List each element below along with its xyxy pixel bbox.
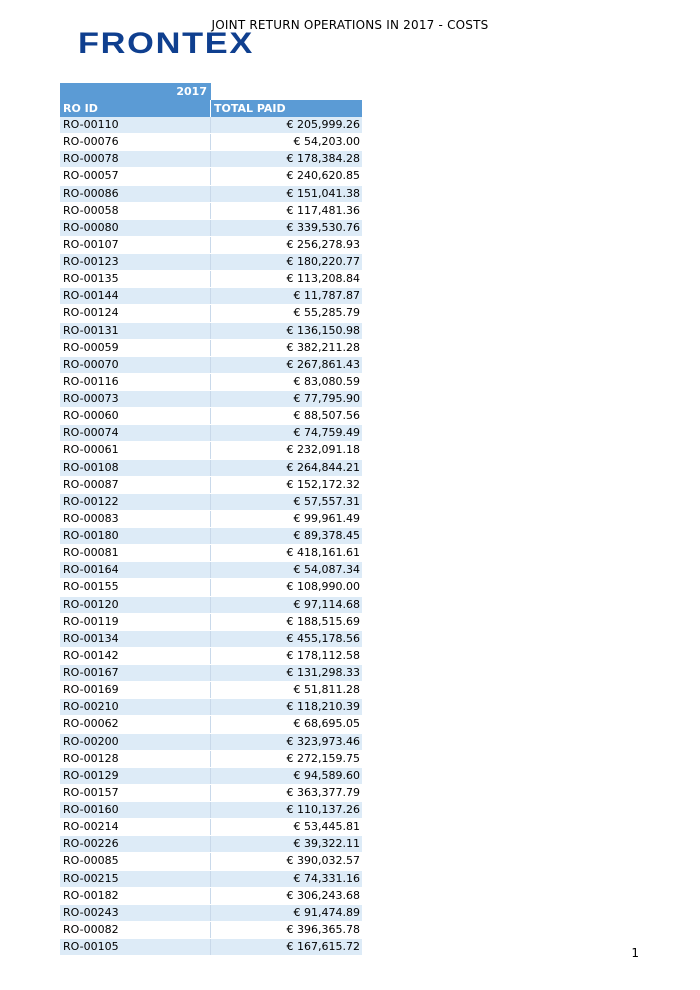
total-paid-cell: € 256,278.93 (286, 237, 360, 251)
table-row (60, 579, 362, 596)
total-paid-cell: € 53,445.81 (293, 820, 360, 834)
table-row (60, 631, 362, 648)
table-row (60, 151, 362, 168)
table-row (60, 511, 362, 528)
ro-id-cell: RO-00215 (60, 871, 211, 887)
ro-id-cell: RO-00058 (60, 203, 211, 219)
table-row (60, 768, 362, 785)
total-paid-cell: € 306,243.68 (286, 888, 360, 902)
table-row (60, 442, 362, 459)
ro-id-cell: RO-00076 (60, 134, 211, 150)
table-row (60, 254, 362, 271)
ro-id-cell: RO-00082 (60, 922, 211, 938)
svg-text:FRONTEX: FRONTEX (78, 28, 255, 56)
frontex-logo-mark (78, 28, 256, 56)
ro-id-cell: RO-00122 (60, 494, 211, 510)
ro-id-cell: RO-00074 (60, 425, 211, 441)
ro-id-cell: RO-00060 (60, 408, 211, 424)
table-row (60, 905, 362, 922)
total-paid-cell: € 51,811.28 (293, 683, 360, 697)
ro-id-cell: RO-00135 (60, 271, 211, 287)
ro-id-cell: RO-00073 (60, 391, 211, 407)
ro-id-cell: RO-00120 (60, 597, 211, 613)
total-paid-cell: € 151,041.38 (286, 186, 360, 200)
total-paid-cell: € 74,759.49 (293, 426, 360, 440)
table-row (60, 665, 362, 682)
table-row (60, 528, 362, 545)
table-row (60, 871, 362, 888)
table-row (60, 682, 362, 699)
frontex-logo (78, 28, 256, 56)
table-row (60, 939, 362, 956)
total-paid-cell: € 455,178.56 (286, 631, 360, 645)
ro-id-cell: RO-00062 (60, 716, 211, 732)
table-row (60, 699, 362, 716)
ro-id-cell: RO-00081 (60, 545, 211, 561)
ro-id-cell: RO-00083 (60, 511, 211, 527)
ro-id-cell: RO-00134 (60, 631, 211, 647)
table-row (60, 836, 362, 853)
table-row (60, 888, 362, 905)
column-header-row (60, 100, 362, 117)
ro-id-cell: RO-00142 (60, 648, 211, 664)
total-paid-cell: € 264,844.21 (286, 460, 360, 474)
total-paid-cell: € 54,087.34 (293, 563, 360, 577)
ro-id-cell: RO-00105 (60, 939, 211, 955)
total-paid-cell: € 108,990.00 (286, 580, 360, 594)
table-row (60, 186, 362, 203)
ro-id-cell: RO-00116 (60, 374, 211, 390)
table-row (60, 288, 362, 305)
total-paid-cell: € 110,137.26 (286, 803, 360, 816)
ro-id-cell: RO-00108 (60, 460, 211, 476)
ro-id-cell: RO-00086 (60, 186, 211, 202)
total-paid-cell: € 396,365.78 (286, 922, 360, 936)
total-paid-cell: € 99,961.49 (293, 511, 360, 525)
ro-id-cell: RO-00131 (60, 323, 211, 339)
costs-table (60, 83, 362, 956)
total-paid-cell: € 89,378.45 (293, 529, 360, 542)
table-row (60, 374, 362, 391)
year-label: 2017 (60, 83, 211, 100)
table-body (60, 117, 362, 956)
ro-id-cell: RO-00169 (60, 682, 211, 698)
total-paid-cell: € 240,620.85 (286, 169, 360, 183)
total-paid-cell: € 178,112.58 (286, 648, 360, 662)
table-row (60, 562, 362, 579)
table-row (60, 785, 362, 802)
table-row (60, 425, 362, 442)
total-paid-cell: € 232,091.18 (286, 443, 360, 457)
table-row (60, 220, 362, 237)
table-row (60, 168, 362, 185)
ro-id-cell: RO-00160 (60, 802, 211, 818)
total-paid-cell: € 339,530.76 (286, 220, 360, 234)
table-row (60, 460, 362, 477)
ro-id-cell: RO-00129 (60, 768, 211, 784)
total-paid-cell: € 91,474.89 (293, 905, 360, 919)
ro-id-cell: RO-00061 (60, 442, 211, 458)
table-row (60, 203, 362, 220)
ro-id-cell: RO-00157 (60, 785, 211, 801)
table-row (60, 408, 362, 425)
ro-id-cell: RO-00180 (60, 528, 211, 544)
table-row (60, 716, 362, 733)
ro-id-cell: RO-00085 (60, 853, 211, 869)
document-title: JOINT RETURN OPERATIONS IN 2017 - COSTS (211, 18, 489, 32)
total-paid-cell: € 167,615.72 (286, 940, 360, 953)
table-row (60, 391, 362, 408)
total-paid-cell: € 152,172.32 (286, 477, 360, 491)
ro-id-cell: RO-00182 (60, 888, 211, 904)
table-row (60, 614, 362, 631)
ro-id-cell: RO-00164 (60, 562, 211, 578)
ro-id-cell: RO-00070 (60, 357, 211, 373)
total-paid-cell: € 68,695.05 (293, 717, 360, 731)
total-paid-cell: € 323,973.46 (286, 734, 360, 748)
total-paid-cell: € 267,861.43 (286, 357, 360, 371)
table-row (60, 853, 362, 870)
total-paid-cell: € 118,210.39 (286, 700, 360, 714)
table-row (60, 117, 362, 134)
table-row (60, 648, 362, 665)
table-row (60, 340, 362, 357)
total-paid-cell: € 94,589.60 (293, 768, 360, 782)
ro-id-cell: RO-00087 (60, 477, 211, 493)
total-paid-cell: € 11,787.87 (293, 289, 360, 303)
table-row (60, 819, 362, 836)
ro-id-cell: RO-00123 (60, 254, 211, 270)
total-paid-cell: € 180,220.77 (286, 255, 360, 268)
total-paid-cell: € 54,203.00 (293, 135, 360, 149)
total-paid-cell: € 55,285.79 (293, 306, 360, 320)
table-row (60, 545, 362, 562)
total-paid-cell: € 74,331.16 (293, 871, 360, 885)
total-paid-cell: € 178,384.28 (286, 152, 360, 166)
table-row (60, 134, 362, 151)
total-paid-cell: € 88,507.56 (293, 409, 360, 423)
ro-id-cell: RO-00059 (60, 340, 211, 356)
ro-id-cell: RO-00144 (60, 288, 211, 304)
table-row (60, 237, 362, 254)
total-paid-cell: € 57,557.31 (293, 494, 360, 508)
ro-id-cell: RO-00124 (60, 305, 211, 321)
year-header-row (60, 83, 362, 100)
ro-id-cell: RO-00057 (60, 168, 211, 184)
total-paid-cell: € 113,208.84 (286, 272, 360, 286)
total-paid-cell: € 77,795.90 (293, 392, 360, 405)
ro-id-cell: RO-00214 (60, 819, 211, 835)
table-row (60, 751, 362, 768)
ro-id-cell: RO-00119 (60, 614, 211, 630)
table-row (60, 271, 362, 288)
table-row (60, 734, 362, 751)
ro-id-cell: RO-00110 (60, 117, 211, 133)
table-row (60, 597, 362, 614)
total-paid-cell: € 117,481.36 (286, 203, 360, 217)
ro-id-cell: RO-00128 (60, 751, 211, 767)
page-number: 1 (631, 946, 639, 960)
total-paid-cell: € 131,298.33 (286, 666, 360, 679)
total-paid-cell: € 83,080.59 (293, 374, 360, 388)
total-paid-cell: € 205,999.26 (286, 118, 360, 131)
total-paid-cell: € 272,159.75 (286, 751, 360, 765)
column-header-total-paid: TOTAL PAID (214, 102, 286, 115)
total-paid-cell: € 39,322.11 (293, 837, 360, 851)
table-row (60, 357, 362, 374)
total-paid-cell: € 418,161.61 (286, 546, 360, 560)
ro-id-cell: RO-00226 (60, 836, 211, 852)
ro-id-cell: RO-00107 (60, 237, 211, 253)
ro-id-cell: RO-00155 (60, 579, 211, 595)
ro-id-cell: RO-00200 (60, 734, 211, 750)
total-paid-cell: € 382,211.28 (286, 340, 360, 354)
ro-id-cell: RO-00080 (60, 220, 211, 236)
table-row (60, 323, 362, 340)
table-row (60, 922, 362, 939)
table-row (60, 802, 362, 819)
total-paid-cell: € 136,150.98 (286, 323, 360, 337)
total-paid-cell: € 188,515.69 (286, 614, 360, 628)
ro-id-cell: RO-00210 (60, 699, 211, 715)
table-row (60, 494, 362, 511)
ro-id-cell: RO-00243 (60, 905, 211, 921)
ro-id-cell: RO-00167 (60, 665, 211, 681)
column-header-ro-id: RO ID (60, 100, 211, 117)
table-row (60, 305, 362, 322)
total-paid-cell: € 363,377.79 (286, 785, 360, 799)
total-paid-cell: € 390,032.57 (286, 854, 360, 868)
table-row (60, 477, 362, 494)
ro-id-cell: RO-00078 (60, 151, 211, 167)
total-paid-cell: € 97,114.68 (293, 597, 360, 611)
